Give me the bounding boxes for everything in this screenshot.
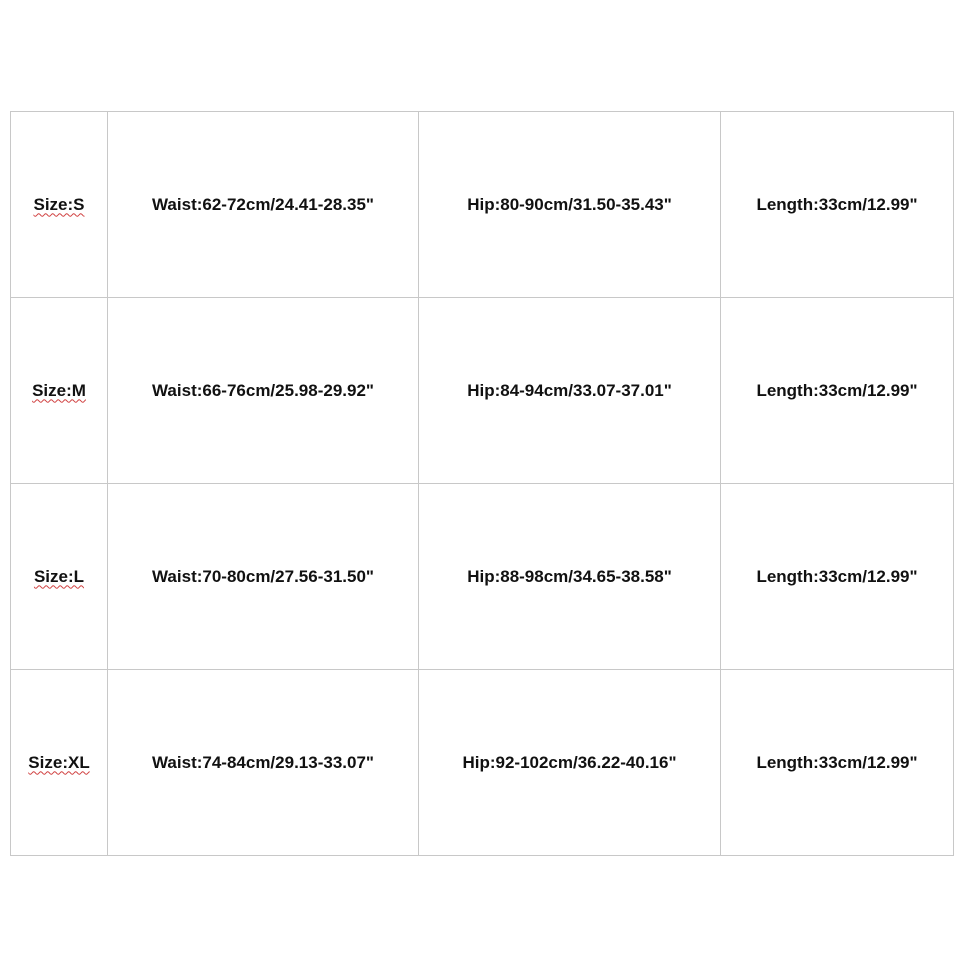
size-label: Size:M bbox=[32, 380, 86, 400]
table-row bbox=[11, 298, 954, 484]
table-row bbox=[11, 670, 954, 856]
size-cell bbox=[11, 484, 108, 670]
hip-cell: Hip:88-98cm/34.65-38.58" bbox=[419, 484, 721, 670]
waist-cell: Waist:62-72cm/24.41-28.35" bbox=[108, 112, 419, 298]
size-label: Size:L bbox=[33, 566, 85, 586]
hip-cell: Hip:84-94cm/33.07-37.01" bbox=[419, 298, 721, 484]
waist-cell: Waist:66-76cm/25.98-29.92" bbox=[108, 298, 419, 484]
table-row bbox=[11, 484, 954, 670]
waist-cell: Waist:70-80cm/27.56-31.50" bbox=[108, 484, 419, 670]
size-label: Size:XL bbox=[28, 752, 90, 772]
size-cell bbox=[11, 298, 108, 484]
length-cell: Length:33cm/12.99" bbox=[721, 112, 954, 298]
size-chart-table bbox=[10, 111, 954, 856]
table-row bbox=[11, 112, 954, 298]
hip-cell: Hip:92-102cm/36.22-40.16" bbox=[419, 670, 721, 856]
size-cell bbox=[11, 670, 108, 856]
size-cell bbox=[11, 112, 108, 298]
length-cell: Length:33cm/12.99" bbox=[721, 670, 954, 856]
length-cell: Length:33cm/12.99" bbox=[721, 298, 954, 484]
size-label: Size:S bbox=[33, 194, 85, 214]
hip-cell: Hip:80-90cm/31.50-35.43" bbox=[419, 112, 721, 298]
waist-cell: Waist:74-84cm/29.13-33.07" bbox=[108, 670, 419, 856]
length-cell: Length:33cm/12.99" bbox=[721, 484, 954, 670]
